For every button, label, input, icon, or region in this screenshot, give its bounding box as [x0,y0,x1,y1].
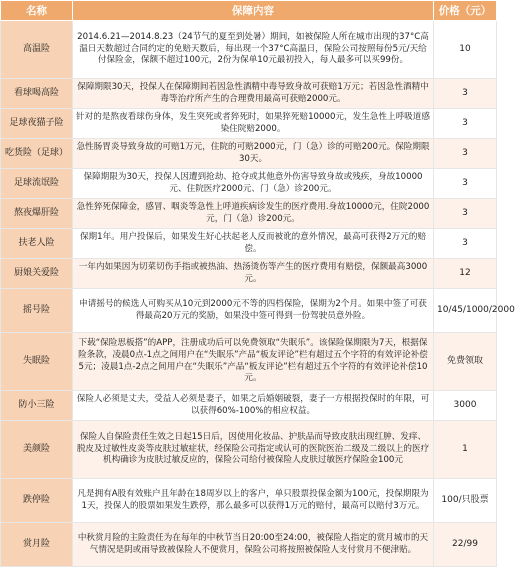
row-name: 高温险 [1,21,73,79]
row-price: 3 [434,229,497,259]
row-name: 摇号险 [1,289,73,333]
row-name: 防小三险 [1,391,73,421]
row-name: 足球夜猫子险 [1,109,73,139]
row-price: 3 [434,169,497,199]
table-row [1,21,497,79]
row-content: 保险人必须是丈夫，受益人必须是妻子，如果之后婚姻破裂，妻子一方根据投保时的年限，可以获得60%-100%的相应权益。 [73,391,434,421]
row-price: 10 [434,21,497,79]
row-name: 失眠险 [1,333,73,391]
row-content: 一年内如果因为切菜切伤手指或被热油、热汤烫伤等产生的医疗费用有赔偿，保额最高3000元。 [73,259,434,289]
row-name: 足球流氓险 [1,169,73,199]
row-name: 吃货险（足球） [1,139,73,169]
row-content: 保期1年。用户投保后，如果发生好心扶起老人反而被讹的意外情况，最高可获得2万元的赔偿。 [73,229,434,259]
table-row [1,289,497,333]
row-price: 10/45/1000/2000 [434,289,497,333]
row-content: 针对的是熬夜看球伤身体，发生突死或者猝死时，如果猝死赔10000元，发生急性上呼吸道感染住院赔2000。 [73,109,434,139]
row-name: 扶老人险 [1,229,73,259]
table-row [1,391,497,421]
row-name: 美颜险 [1,421,73,479]
row-content: 保障期限为30天，投保人因遭到抢劫、抢夺或其他意外伤害导致身故或残疾，身故10000元、住院医疗2000元、门（急）诊200元。 [73,169,434,199]
row-price: 1 [434,421,497,479]
table-row [1,523,497,567]
row-content: 下载“保险思板搭”的APP，注册成功后可以免费领取“失眠乐”。该保险保期限为7天，根据保险条款，凌晨0点-1点之间用户在“失眠乐”产品“板友评论”栏有超过五个字符的有效评论补偿5元；凌晨1点-2点之间用户在“失眠乐”产品“板友评论”栏有超过五个字符的有效评论补偿10元。 [73,333,434,391]
table-row [1,169,497,199]
row-price: 3 [434,139,497,169]
table-row [1,421,497,479]
row-name: 跌停险 [1,479,73,523]
row-content: 保障期限30天，投保人在保障期间若因急性酒精中毒导致身故可获赔1万元；若因急性酒精中毒等治疗所产生的合理费用最高可获赔2000元。 [73,79,434,109]
row-content: 保险人自保险责任生效之日起15日后，因使用化妆品、护肤品而导致皮肤出现红肿、发痒、脱皮及过敏性皮炎等皮肤过敏症状，经保险公司指定或认可的医院医治二级及二级以上的医疗机构确诊为皮肤过敏反应的，保险公司给付被保险人皮肤过敏医疗保险金100元 [73,421,434,479]
row-price: 22/99 [434,523,497,567]
table-row [1,259,497,289]
row-price: 3 [434,109,497,139]
table-row [1,229,497,259]
table-row [1,109,497,139]
row-price: 免费领取 [434,333,497,391]
row-price: 3 [434,79,497,109]
table-row [1,139,497,169]
header-name: 名称 [1,1,73,21]
row-name: 赏月险 [1,523,73,567]
header-row [1,1,497,21]
table-row [1,199,497,229]
row-content: 急性肠胃炎导致身故的可赔1万元，住院的可赔2000元，门（急）诊的可赔200元。保险期限30天。 [73,139,434,169]
row-price: 100/只股票 [434,479,497,523]
table-row [1,333,497,391]
row-price: 3 [434,199,497,229]
table-row [1,479,497,523]
row-name: 看球喝高险 [1,79,73,109]
row-name: 熬夜爆肝险 [1,199,73,229]
header-content: 保障内容 [73,1,434,21]
row-content: 凡是拥有A股有效账户且年龄在18周岁以上的客户，单只股票投保金额为100元，投保期限为1天，投保人的股票如果发生跌停，那么最多可以获得1万元的赔付，最高可以赔付3万元。 [73,479,434,523]
row-content: 中秋赏月险的主险责任为在每年的中秋节当日20:00至24:00，被保险人指定的赏月城市的天气情况是阴或雨导致被保险人不便赏月，保险公司将按照被保险人支付赏月不便津贴。 [73,523,434,567]
row-content: 2014.6.21—2014.8.23（24节气的夏至到处暑）期间，如被保险人所在城市出现的37°C高温日天数超过合同约定的免赔天数后，每出现一个37°C高温日，保险公司按照每份5元/天给付保险金，保额不超过100元，2份为保单10元最初投入，每人最多可以买99份。 [73,21,434,79]
row-name: 厨娘关爱险 [1,259,73,289]
row-content: 急性猝死保障金，感冒、咽炎等急性上呼道疾病诊发生的医疗费用.身故10000元，住院2000元，门（急）诊200元。 [73,199,434,229]
row-content: 申请摇号的候选人可购买从10元到2000元不等的四档保险，保期为2个月。如果中签了可获得最高20万元的奖励，如果没中签可得到一份驾驶员意外险。 [73,289,434,333]
table-row [1,79,497,109]
row-price: 12 [434,259,497,289]
row-price: 3000 [434,391,497,421]
header-price: 价格（元） [434,1,497,21]
